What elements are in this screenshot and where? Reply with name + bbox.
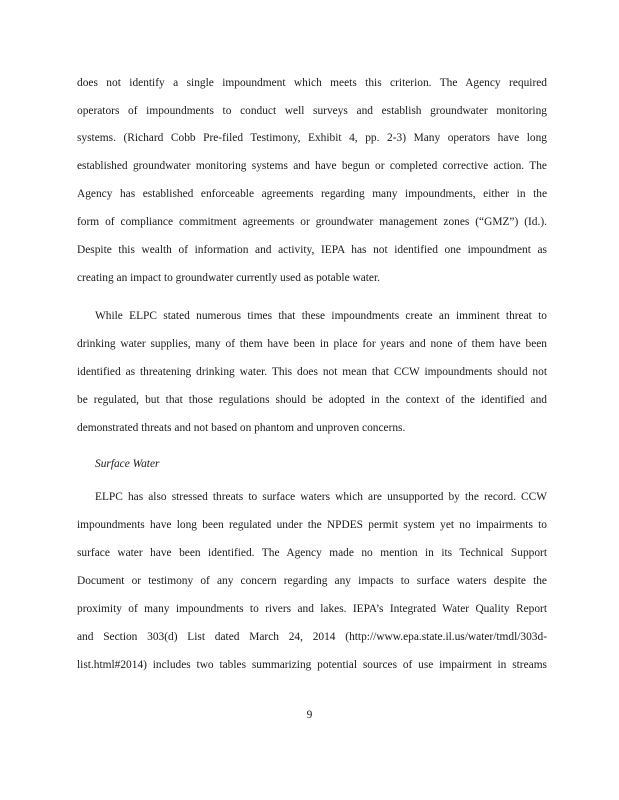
text-line: identified as threatening drinking water. This does not mean that CCW impoundments should not — [77, 366, 547, 378]
text-line: Agency has established enforceable agreements regarding many impoundments, either in the — [77, 188, 547, 200]
text-line: drinking water supplies, many of them have been in place for years and none of them have been — [77, 338, 547, 350]
text-line: creating an impact to groundwater currently used as potable water. — [77, 272, 381, 284]
text-line: While ELPC stated numerous times that these impoundments create an imminent threat to — [95, 310, 547, 322]
text-line: systems. (Richard Cobb Pre-filed Testimony, Exhibit 4, pp. 2-3) Many operators have long — [77, 132, 547, 144]
text-line: form of compliance commitment agreements or groundwater management zones (“GMZ”) (Id.). — [77, 216, 547, 228]
text-line: ELPC has also stressed threats to surface waters which are unsupported by the record. CCW — [95, 491, 547, 503]
text-line: list.html#2014) includes two tables summarizing potential sources of use impairment in streams — [77, 659, 547, 671]
text-line: proximity of many impoundments to rivers and lakes. IEPA’s Integrated Water Quality Report — [77, 603, 547, 615]
section-heading-surface-water: Surface Water — [95, 458, 160, 470]
text-line: established groundwater monitoring systems and have begun or completed corrective action. The — [77, 160, 547, 172]
text-line: Despite this wealth of information and activity, IEPA has not identified one impoundment as — [77, 244, 547, 256]
text-line: Document or testimony of any concern regarding any impacts to surface waters despite the — [77, 575, 547, 587]
text-line: and Section 303(d) List dated March 24, 2014 (http://www.epa.state.il.us/water/tmdl/303d- — [77, 631, 547, 643]
text-line: operators of impoundments to conduct well surveys and establish groundwater monitoring — [77, 105, 547, 117]
text-line: surface water have been identified. The Agency made no mention in its Technical Support — [77, 547, 547, 559]
text-line: be regulated, but that those regulations should be adopted in the context of the identified and — [77, 394, 547, 406]
text-line: does not identify a single impoundment which meets this criterion. The Agency required — [77, 77, 547, 89]
text-line: demonstrated threats and not based on phantom and unproven concerns. — [77, 422, 406, 434]
page-number: 9 — [306, 709, 313, 721]
text-line: impoundments have long been regulated under the NPDES permit system yet no impairments to — [77, 519, 547, 531]
